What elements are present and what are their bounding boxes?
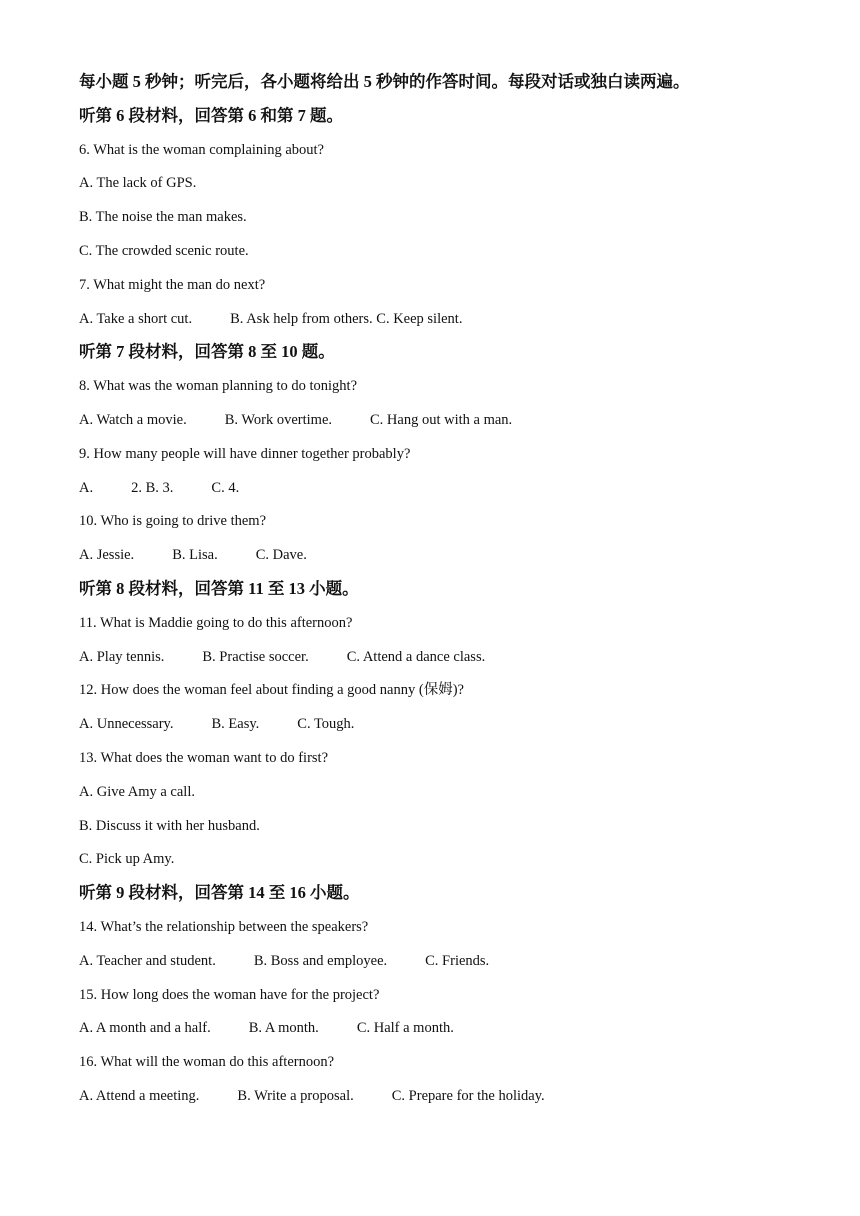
answer-option: B. Boss and employee. (253, 952, 388, 969)
answer-options (79, 545, 307, 565)
answer-option: A. Take a short cut. (79, 310, 193, 327)
answer-option: A. (79, 479, 94, 496)
question-text: 9. How many people will have dinner together probably? (79, 445, 411, 462)
answer-option: C. Hang out with a man. (370, 412, 513, 428)
answer-option: B. Write a proposal. (237, 1088, 354, 1104)
answer-options (79, 951, 489, 971)
answer-options (79, 173, 196, 193)
answer-options (79, 714, 354, 734)
answer-option: C. Tough. (297, 716, 355, 733)
answer-option: C. Attend a dance class. (346, 648, 486, 665)
answer-option: B. Lisa. (172, 547, 218, 564)
answer-option: C. Pick up Amy. (79, 851, 175, 868)
answer-option: C. 4. (211, 479, 240, 496)
question-text: 8. What was the woman planning to do tonight? (79, 378, 358, 395)
section-heading: 听第 6 段材料，回答第 6 和第 7 题。 (79, 105, 343, 125)
answer-options (79, 647, 485, 667)
answer-options (79, 849, 174, 869)
answer-options (79, 309, 462, 329)
answer-options (79, 782, 195, 802)
answer-option: C. Dave. (255, 547, 307, 564)
question-text: 13. What does the woman want to do first? (79, 750, 328, 766)
answer-option: B. A month. (248, 1020, 319, 1037)
answer-options (79, 478, 239, 498)
answer-option: B. The noise the man makes. (79, 209, 247, 226)
answer-option: B. Ask help from others. C. Keep silent. (230, 310, 463, 327)
answer-option: C. Half a month. (356, 1020, 454, 1037)
question-text: 11. What is Maddie going to do this afternoon? (79, 614, 353, 631)
answer-option: C. Prepare for the holiday. (391, 1088, 545, 1104)
question-text: 10. Who is going to drive them? (79, 513, 266, 530)
section-heading: 听第 8 段材料，回答第 11 至 13 小题。 (79, 579, 359, 598)
answer-option: B. Work overtime. (224, 412, 333, 428)
answer-option: 2. B. 3. (131, 479, 174, 496)
question-text: 16. What will the woman do this afternoon? (79, 1054, 335, 1071)
question-text: 14. What’s the relationship between the speakers? (79, 919, 369, 935)
answer-option: A. Play tennis. (79, 648, 165, 665)
answer-options (79, 207, 247, 227)
answer-option: B. Easy. (211, 716, 260, 733)
answer-options (79, 1086, 545, 1106)
answer-option: A. Give Amy a call. (79, 783, 195, 800)
answer-option: A. Attend a meeting. (79, 1088, 200, 1104)
answer-option: A. Teacher and student. (79, 952, 216, 969)
question-text: 6. What is the woman complaining about? (79, 141, 324, 158)
answer-option: A. Watch a movie. (79, 412, 187, 428)
answer-option: B. Discuss it with her husband. (79, 817, 260, 834)
answer-option: B. Practise soccer. (202, 648, 309, 665)
answer-options (79, 816, 260, 836)
question-text: 15. How long does the woman have for the project? (79, 986, 380, 1003)
section-heading: 听第 9 段材料，回答第 14 至 16 小题。 (79, 883, 360, 903)
answer-option: C. Friends. (425, 952, 490, 969)
answer-option: A. Jessie. (79, 547, 135, 564)
answer-options (79, 1018, 454, 1038)
section-heading: 听第 7 段材料，回答第 8 至 10 题。 (79, 342, 335, 362)
answer-options (79, 410, 512, 430)
question-text: 7. What might the man do next? (79, 276, 266, 293)
answer-option: A. Unnecessary. (79, 716, 174, 733)
answer-option: C. The crowded scenic route. (79, 243, 249, 259)
answer-options (79, 241, 249, 261)
answer-option: A. A month and a half. (79, 1020, 211, 1037)
question-text: 12. How does the woman feel about finding a good nanny (保姆)? (79, 682, 464, 699)
section-heading: 每小题 5 秒钟；听完后，各小题将给出 5 秒钟的作答时间。每段对话或独白读两遍。 (79, 72, 690, 91)
answer-option: A. The lack of GPS. (79, 175, 197, 192)
